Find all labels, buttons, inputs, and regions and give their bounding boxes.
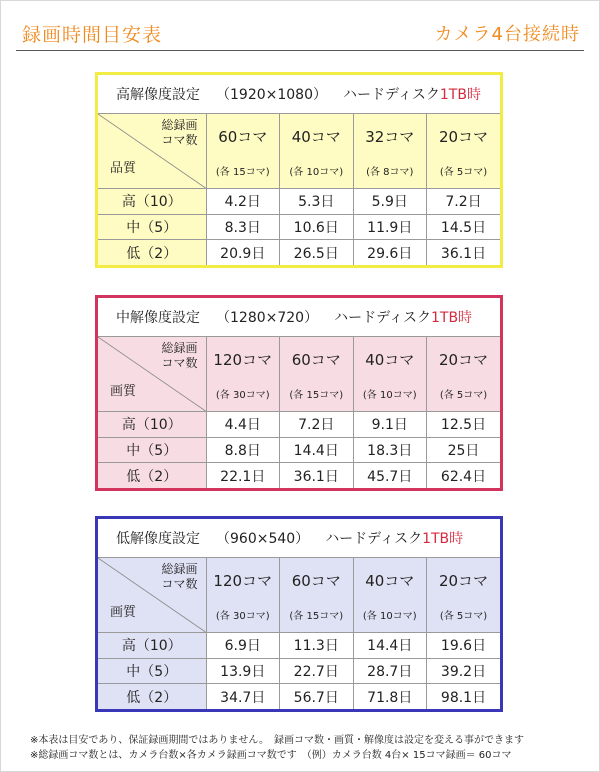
column-header xyxy=(427,114,501,189)
row-header: 中（5） xyxy=(98,214,206,240)
duration-cell: 34.7日 xyxy=(206,684,280,709)
row-header: 中（5） xyxy=(98,658,206,684)
column-frames: 120コマ xyxy=(213,572,273,590)
column-header xyxy=(280,337,354,412)
duration-cell: 4.2日 xyxy=(206,189,280,215)
column-per-camera: (各 8コマ) xyxy=(366,167,414,178)
disk-label: ハードディスク xyxy=(343,87,440,103)
duration-cell: 29.6日 xyxy=(353,240,427,265)
duration-cell: 13.9日 xyxy=(206,658,280,684)
corner-header-cell xyxy=(98,337,206,412)
row-category-label: 画質 xyxy=(110,384,137,399)
column-frames: 20コマ xyxy=(438,128,489,146)
row-header: 低（2） xyxy=(98,240,206,265)
duration-cell: 36.1日 xyxy=(280,463,354,488)
duration-cell: 25日 xyxy=(427,437,501,463)
column-per-camera: (各 30コマ) xyxy=(215,611,270,622)
duration-cell: 8.8日 xyxy=(206,437,280,463)
duration-cell: 8.3日 xyxy=(206,214,280,240)
capacity-label: 1TB時 xyxy=(439,87,481,103)
recording-table-high-res xyxy=(95,72,503,268)
corner-header-cell xyxy=(98,114,206,189)
disk-label: ハードディスク xyxy=(334,310,431,326)
column-per-camera: (各 15コマ) xyxy=(215,167,270,178)
column-per-camera: (各 10コマ) xyxy=(362,611,417,622)
table-row xyxy=(98,240,500,265)
duration-cell: 19.6日 xyxy=(427,633,501,659)
column-header xyxy=(206,114,280,189)
duration-cell: 18.3日 xyxy=(353,437,427,463)
duration-cell: 11.3日 xyxy=(280,633,354,659)
corner-header-cell xyxy=(98,558,206,633)
table-row xyxy=(98,214,500,240)
column-per-camera: (各 15コマ) xyxy=(289,611,344,622)
setting-label: 低解像度設定 xyxy=(116,531,200,547)
column-frames: 32コマ xyxy=(365,128,415,146)
table-title-cell xyxy=(98,298,500,337)
duration-cell: 6.9日 xyxy=(206,633,280,659)
duration-cell: 98.1日 xyxy=(427,684,501,709)
column-per-camera: (各 10コマ) xyxy=(362,390,417,401)
duration-cell: 5.3日 xyxy=(280,189,354,215)
column-frames: 20コマ xyxy=(438,572,489,590)
duration-cell: 20.9日 xyxy=(206,240,280,265)
column-header xyxy=(280,114,354,189)
duration-cell: 7.2日 xyxy=(280,412,354,438)
resolution-label: （960×540） xyxy=(216,531,310,547)
row-header: 高（10） xyxy=(98,633,206,659)
total-frames-label: 総録画 コマ数 xyxy=(161,118,198,147)
duration-cell: 11.9日 xyxy=(353,214,427,240)
table-row xyxy=(98,633,500,659)
column-frames: 120コマ xyxy=(213,351,273,369)
row-category-label: 品質 xyxy=(110,161,137,176)
resolution-label: （1280×720） xyxy=(216,310,319,326)
column-per-camera: (各 10コマ) xyxy=(289,167,344,178)
duration-cell: 4.4日 xyxy=(206,412,280,438)
column-frames: 60コマ xyxy=(218,128,268,146)
column-frames: 40コマ xyxy=(291,128,341,146)
column-header xyxy=(353,558,427,633)
column-header xyxy=(427,558,501,633)
table-grid xyxy=(98,75,500,265)
capacity-label: 1TB時 xyxy=(422,531,464,547)
footnote-1: ※本表は目安であり、保証録画期間ではありません。 録画コマ数・画質・解像度は設定を変える事ができます xyxy=(30,735,524,746)
duration-cell: 56.7日 xyxy=(280,684,354,709)
row-header: 高（10） xyxy=(98,189,206,215)
column-header xyxy=(206,337,280,412)
column-frames: 60コマ xyxy=(291,572,341,590)
page-header xyxy=(16,14,584,51)
table-row xyxy=(98,189,500,215)
duration-cell: 14.4日 xyxy=(353,633,427,659)
column-header xyxy=(206,558,280,633)
column-frames: 40コマ xyxy=(365,351,415,369)
table-title-cell xyxy=(98,519,500,558)
row-header: 中（5） xyxy=(98,437,206,463)
column-frames: 40コマ xyxy=(365,572,415,590)
duration-cell: 71.8日 xyxy=(353,684,427,709)
duration-cell: 14.4日 xyxy=(280,437,354,463)
row-header: 低（2） xyxy=(98,463,206,488)
table-grid xyxy=(98,298,500,488)
table-title-cell xyxy=(98,75,500,114)
table-row xyxy=(98,437,500,463)
duration-cell: 14.5日 xyxy=(427,214,501,240)
duration-cell: 26.5日 xyxy=(280,240,354,265)
column-header xyxy=(353,337,427,412)
column-frames: 20コマ xyxy=(438,351,489,369)
duration-cell: 28.7日 xyxy=(353,658,427,684)
column-header xyxy=(427,337,501,412)
table-grid xyxy=(98,519,500,709)
recording-table-mid-res xyxy=(95,295,503,491)
duration-cell: 9.1日 xyxy=(353,412,427,438)
capacity-label: 1TB時 xyxy=(430,310,473,326)
duration-cell: 36.1日 xyxy=(427,240,501,265)
column-per-camera: (各 5コマ) xyxy=(439,390,488,401)
duration-cell: 10.6日 xyxy=(280,214,354,240)
column-header xyxy=(353,114,427,189)
column-per-camera: (各 15コマ) xyxy=(289,390,344,401)
page-title: 録画時間目安表 xyxy=(22,24,163,46)
table-row xyxy=(98,463,500,488)
disk-label: ハードディスク xyxy=(325,531,423,547)
duration-cell: 45.7日 xyxy=(353,463,427,488)
column-per-camera: (各 5コマ) xyxy=(439,167,488,178)
duration-cell: 62.4日 xyxy=(427,463,501,488)
table-row xyxy=(98,658,500,684)
duration-cell: 22.7日 xyxy=(280,658,354,684)
duration-cell: 7.2日 xyxy=(427,189,501,215)
duration-cell: 12.5日 xyxy=(427,412,501,438)
duration-cell: 22.1日 xyxy=(206,463,280,488)
resolution-label: （1920×1080） xyxy=(216,87,327,103)
duration-cell: 5.9日 xyxy=(353,189,427,215)
total-frames-label: 総録画 コマ数 xyxy=(161,562,198,591)
column-header xyxy=(280,558,354,633)
page-subtitle: カメラ4台接続時 xyxy=(434,24,580,45)
row-category-label: 画質 xyxy=(110,605,137,620)
table-row xyxy=(98,412,500,438)
row-header: 低（2） xyxy=(98,684,206,709)
setting-label: 高解像度設定 xyxy=(116,87,200,103)
duration-cell: 39.2日 xyxy=(427,658,501,684)
row-header: 高（10） xyxy=(98,412,206,438)
recording-table-low-res xyxy=(95,516,503,712)
setting-label: 中解像度設定 xyxy=(116,310,200,326)
table-row xyxy=(98,684,500,709)
column-per-camera: (各 5コマ) xyxy=(439,611,488,622)
column-per-camera: (各 30コマ) xyxy=(215,390,270,401)
column-frames: 60コマ xyxy=(291,351,341,369)
total-frames-label: 総録画 コマ数 xyxy=(161,341,198,370)
footnote-2: ※総録画コマ数とは、カメラ台数×各カメラ録画コマ数です （例）カメラ台数 4台× 15コマ録画＝ 60コマ xyxy=(30,750,512,761)
